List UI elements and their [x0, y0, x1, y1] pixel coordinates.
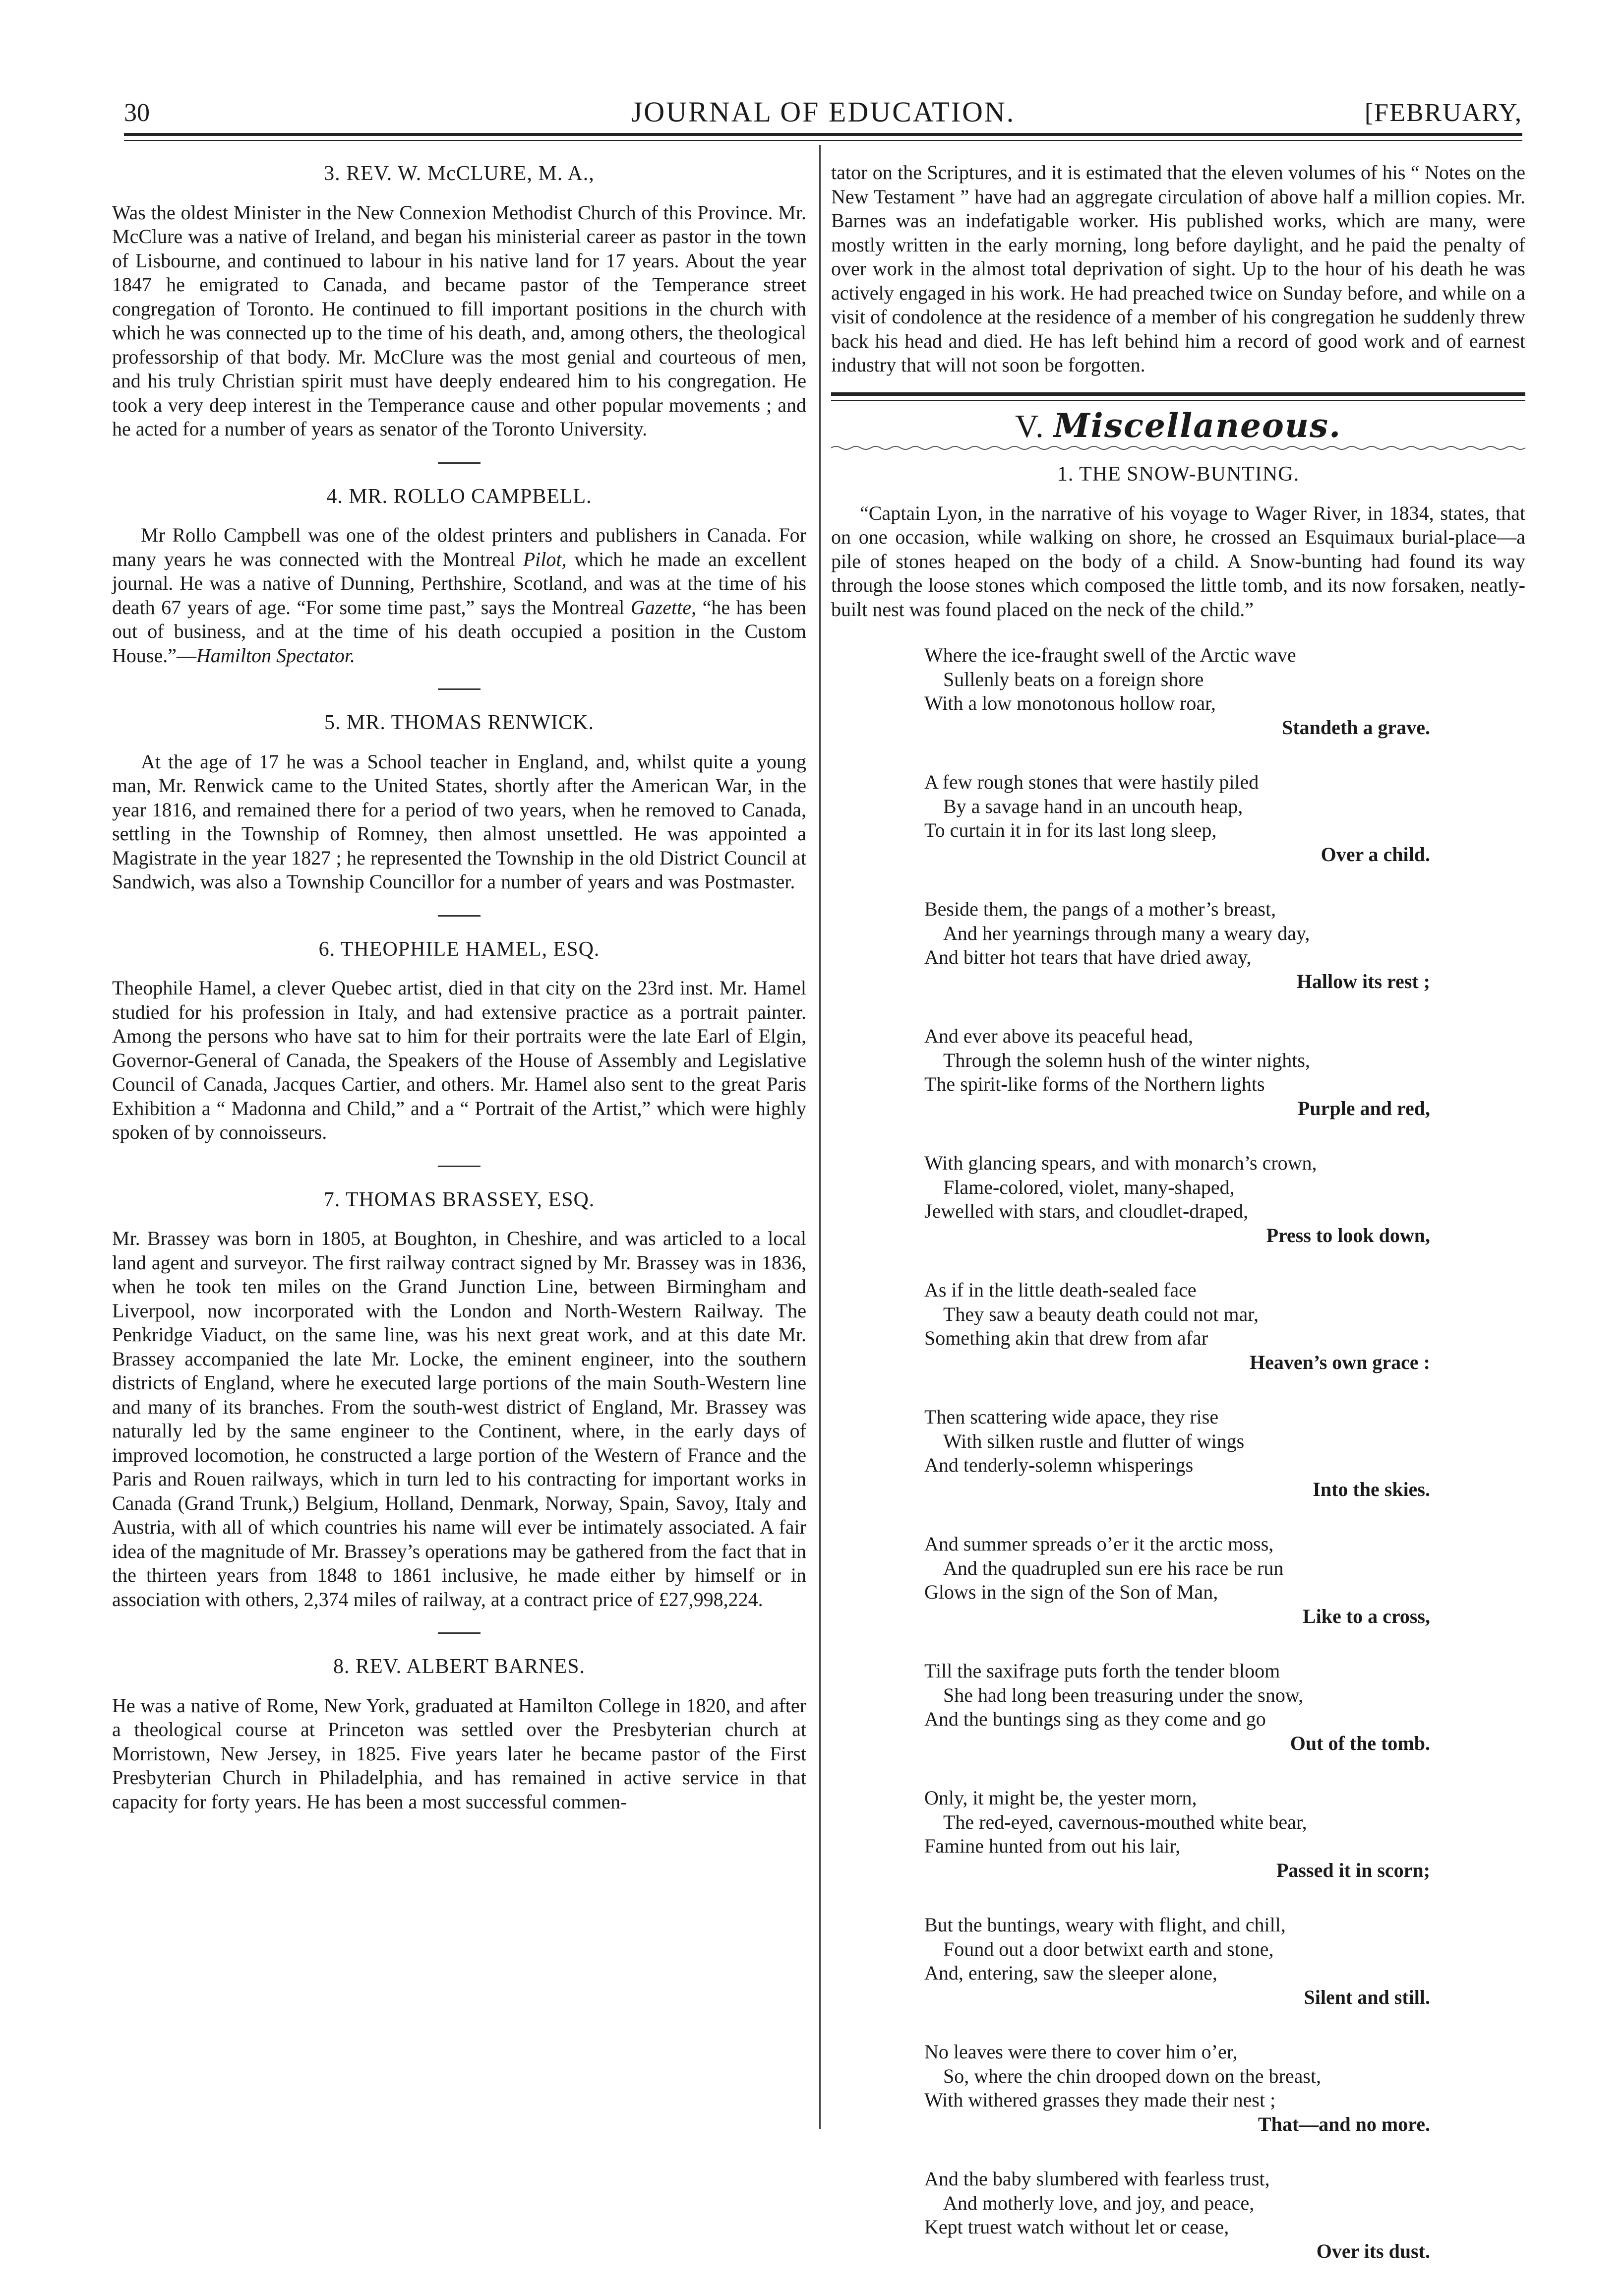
obituary-text-barnes: He was a native of Rome, New York, graduated at Hamilton College in 1820, and after a theological course at Princeton was settled over the Presbyterian church at Morristown, New Jersey, in 1825. Five years later he became pastor of the First Presbyterian Church in Philadelphia, and has remained in active service in that capacity for forty years. He has been a most successful commen- [112, 1694, 806, 1813]
page-header [124, 83, 1522, 128]
poem-stanza [924, 643, 1430, 740]
obituary-heading-mcclure: 3. REV. W. McCLURE, M. A., [324, 162, 595, 185]
obituary-text-barnes-continued: tator on the Scriptures, and it is estimated that the eleven volumes of his “ Notes on the New Testament ” have had an aggregate circulation of above half a million copies. Mr. Barnes was an indefatigable worker. His published works, which are many, were mostly written in the early morning, long before daylight, and he paid the penalty of over work in the almost total deprivation of sight. Up to the hour of his death he was actively engaged in his work. He had preached twice on Sunday before, and while on a visit of condolence at the residence of a member of his congregation he suddenly threw back his head and died. He has left behind him a record of good work and of earnest industry that will not soon be forgotten. [831, 161, 1525, 376]
poem-line: And her yearnings through many a weary day, [943, 922, 1310, 944]
campbell-text-part: “he has been out of business, and at the time of his death occupied a position in the Custom House.”— [112, 596, 806, 667]
poem-line: Only, it might be, the yester morn, [924, 1787, 1197, 1809]
section-divider [438, 1632, 481, 1634]
poem-refrain-line: Passed it in scorn; [1276, 1859, 1430, 1881]
poem-line: And the baby slumbered with fearless trust, [924, 2168, 1270, 2190]
poem-line: Jewelled with stars, and cloudlet-draped, [924, 1200, 1249, 1222]
poem-line: Glows in the sign of the Son of Man, [924, 1581, 1218, 1603]
poem-line: Flame-colored, violet, many-shaped, [943, 1176, 1235, 1198]
poem-line: And the quadrupled sun ere his race be run [943, 1556, 1284, 1579]
left-column [112, 162, 806, 1814]
poem-line: With glancing spears, and with monarch’s crown, [924, 1152, 1317, 1174]
campbell-text-part: Mr Rollo Campbell was one of the oldest printers and publishers in Canada. For many years he was connected with the Montreal [112, 524, 806, 570]
poem-stanza [924, 2040, 1430, 2136]
poem-line: With withered grasses they made their nest ; [924, 2089, 1276, 2111]
poem-line: She had long been treasuring under the snow, [943, 1683, 1304, 1706]
running-title: JOURNAL OF EDUCATION. [631, 96, 1016, 128]
poem-line: The red-eyed, cavernous-mouthed white bear, [943, 1810, 1307, 1833]
poem-line: Sullenly beats on a foreign shore [943, 668, 1204, 690]
poem-line: No leaves were there to cover him o’er, [924, 2041, 1238, 2063]
section-divider [438, 462, 481, 464]
poem-line: Kept truest watch without let or cease, [924, 2216, 1229, 2238]
poem-line: And summer spreads o’er it the arctic moss, [924, 1533, 1274, 1555]
article-intro-snow-bunting: “Captain Lyon, in the narrative of his voyage to Wager River, in 1834, states, that on one occasion, while walking on shore, he crossed an Esquimaux burial-place—a pile of stones heaped on the body of a child. A Snow-bunting had found its way through the loose stones which composed the little tomb, and its now forsaken, neatly-built nest was found placed on the neck of the child.” [831, 501, 1525, 620]
poem-refrain-line: Silent and still. [1304, 1985, 1430, 2008]
poem-line: Then scattering wide apace, they rise [924, 1406, 1219, 1428]
ornamental-wavy-rule [831, 444, 1525, 451]
poem-line: And tenderly-solemn whisperings [924, 1454, 1194, 1476]
section-title-text: Miscellaneous. [1053, 406, 1342, 445]
column-divider [819, 145, 821, 2129]
poem-line: Something akin that drew from afar [924, 1327, 1208, 1349]
obituary-heading-campbell: 4. MR. ROLLO CAMPBELL. [326, 485, 592, 508]
poem-refrain-line: Like to a cross, [1302, 1605, 1430, 1627]
poem-line: And, entering, saw the sleeper alone, [924, 1962, 1217, 1984]
source-attribution: Hamilton Spectator. [196, 644, 355, 667]
poem-line: The spirit-like forms of the Northern lights [924, 1073, 1265, 1095]
obituary-heading-brassey: 7. THOMAS BRASSEY, ESQ. [323, 1188, 595, 1211]
campbell-text-part: which he made an excellent journal. He was a native of Dunning, Perthshire, Scotland, and was at the time of his death 67 years of age. “For some time past,” says the Montreal [112, 548, 806, 619]
poem-stanza [924, 1405, 1430, 1501]
poem-stanza [924, 1024, 1430, 1120]
section-divider [438, 1166, 481, 1167]
poem-line: Through the solemn hush of the winter nights, [943, 1049, 1310, 1071]
poem-stanza [924, 1659, 1430, 1755]
gazette-title: Gazette, [630, 596, 697, 619]
poem-line: And motherly love, and joy, and peace, [943, 2191, 1255, 2214]
header-month: [FEBRUARY, [1364, 99, 1522, 127]
poem [924, 643, 1430, 2263]
poem-refrain-line: Press to look down, [1266, 1224, 1430, 1246]
poem-refrain-line: Standeth a grave. [1282, 716, 1430, 739]
poem-refrain-line: Into the skies. [1313, 1478, 1430, 1500]
poem-line: Found out a door betwixt earth and stone, [943, 1937, 1274, 1960]
header-rule-thin [124, 140, 1522, 141]
poem-stanza [924, 770, 1430, 867]
section-number: V. [1015, 408, 1045, 444]
poem-refrain-line: Over a child. [1321, 843, 1430, 866]
poem-line: And ever above its peaceful head, [924, 1025, 1193, 1047]
obituary-text-brassey: Mr. Brassey was born in 1805, at Boughton, in Cheshire, and was articled to a local land agent and surveyor. The first railway contract signed by Mr. Brassey was in 1836, when he took ten miles on the Grand Junction Line, between Birmingham and Liverpool, now incorporated with the London and North-Western Railway. The Penkridge Viaduct, on the same line, was his next great work, and at this date Mr. Brassey accompanied the late Mr. Locke, the eminent engineer, into the southern districts of England, where he executed large portions of the main South-Western line and many of its branches. From the south-west district of England, Mr. Brassey was naturally led by the same engineer to the Continent, where, in the early days of improved locomotion, he constructed a large portion of the Western of France and the Paris and Rouen railways, which in turn led to his contracting for important works in Canada (Grand Trunk,) Belgium, Holland, Denmark, Norway, Spain, Savoy, Italy and Austria, with all of which countries his name will ever be intimately associated. A fair idea of the magnitude of Mr. Brassey’s operations may be gathered from the fact that in the thirteen years from 1848 to 1861 inclusive, he made either by himself or in association with others, 2,374 miles of railway, at a contract price of £27,998,224. [112, 1227, 806, 1611]
poem-refrain-line: Purple and red, [1297, 1097, 1430, 1119]
page-number: 30 [124, 99, 150, 127]
section-divider [438, 688, 481, 690]
poem-stanza [924, 1913, 1430, 2009]
poem-stanza [924, 897, 1430, 993]
poem-refrain-line: Out of the tomb. [1290, 1732, 1430, 1754]
poem-stanza [924, 2167, 1430, 2263]
poem-line: They saw a beauty death could not mar, [943, 1302, 1259, 1325]
poem-refrain-line: That—and no more. [1258, 2112, 1430, 2135]
poem-line: Where the ice-fraught swell of the Arctic wave [924, 644, 1296, 666]
obituary-heading-barnes: 8. REV. ALBERT BARNES. [333, 1655, 585, 1678]
poem-line: Beside them, the pangs of a mother’s breast, [924, 898, 1276, 920]
header-rule-thick [124, 133, 1522, 136]
poem-line: And bitter hot tears that have dried away, [924, 946, 1252, 968]
poem-refrain-line: Over its dust. [1316, 2239, 1430, 2262]
poem-line: A few rough stones that were hastily piled [924, 771, 1259, 793]
right-column [831, 161, 1525, 2294]
poem-line: And the buntings sing as they come and go [924, 1708, 1266, 1730]
obituary-text-renwick: At the age of 17 he was a School teacher in England, and, whilst quite a young man, Mr. Renwick came to the United States, shortly after the American War, in the year 1816, and remained there for a period of two years, when he removed to Canada, settling in the Township of Romney, then almost unsettled. He was appointed a Magistrate in the year 1827 ; he represented the Township in the old District Council at Sandwich, was also a Township Councillor for a number of years and was Postmaster. [112, 750, 806, 893]
poem-stanza [924, 1532, 1430, 1628]
poem-line: With a low monotonous hollow roar, [924, 692, 1216, 714]
section-rule-thick [831, 392, 1525, 396]
poem-line: Famine hunted from out his lair, [924, 1835, 1181, 1857]
poem-line: With silken rustle and flutter of wings [943, 1429, 1245, 1452]
obituary-heading-hamel: 6. THEOPHILE HAMEL, ESQ. [318, 937, 600, 961]
poem-refrain-line: Hallow its rest ; [1296, 970, 1430, 992]
poem-line: To curtain it in for its last long sleep, [924, 819, 1217, 841]
poem-line: So, where the chin drooped down on the breast, [943, 2064, 1322, 2087]
poem-line: But the buntings, weary with flight, and chill, [924, 1914, 1286, 1936]
section-title [831, 406, 1525, 445]
article-heading-snow-bunting: 1. THE SNOW-BUNTING. [1057, 463, 1300, 486]
poem-line: By a savage hand in an uncouth heap, [943, 795, 1243, 817]
poem-stanza [924, 1151, 1430, 1247]
section-rule-thin [831, 400, 1525, 401]
poem-stanza [924, 1786, 1430, 1882]
poem-stanza [924, 1278, 1430, 1374]
obituary-text-hamel: Theophile Hamel, a clever Quebec artist, died in that city on the 23rd inst. Mr. Hamel studied for his profession in Italy, and had extensive practice as a portrait painter. Among the persons who have sat to him for their portraits were the late Earl of Elgin, Governor-General of Canada, the Speakers of the House of Assembly and Legislative Council of Canada, Jacques Cartier, and others. Mr. Hamel also sent to the great Paris Exhibition a “ Madonna and Child,” and a “ Portrait of the Artist,” which were highly spoken of by connoisseurs. [112, 977, 806, 1143]
section-divider [438, 915, 481, 917]
poem-line: As if in the little death-sealed face [924, 1279, 1197, 1301]
obituary-text-mcclure: Was the oldest Minister in the New Connexion Methodist Church of this Province. Mr. McClure was a native of Ireland, and began his ministerial career as pastor in the town of Lisbourne, and continued to labour in his native land for 17 years. About the year 1847 he emigrated to Canada, and became pastor of the Temperance street congregation of Toronto. He continued to fill important positions in the church with which he was connected up to the time of his death, and, among others, the theological professorship of that body. Mr. McClure was the most genial and courteous of men, and his truly Christian spirit must have deeply endeared him to his congregation. He took a very deep interest in the Temperance cause and other popular movements ; and he acted for a number of years as senator of the Toronto University. [112, 201, 806, 440]
obituary-text-campbell [112, 523, 806, 668]
pilot-title: Pilot, [523, 548, 567, 570]
obituary-heading-renwick: 5. MR. THOMAS RENWICK. [324, 711, 594, 734]
poem-line: Till the saxifrage puts forth the tender bloom [924, 1660, 1280, 1682]
poem-refrain-line: Heaven’s own grace : [1250, 1351, 1430, 1373]
